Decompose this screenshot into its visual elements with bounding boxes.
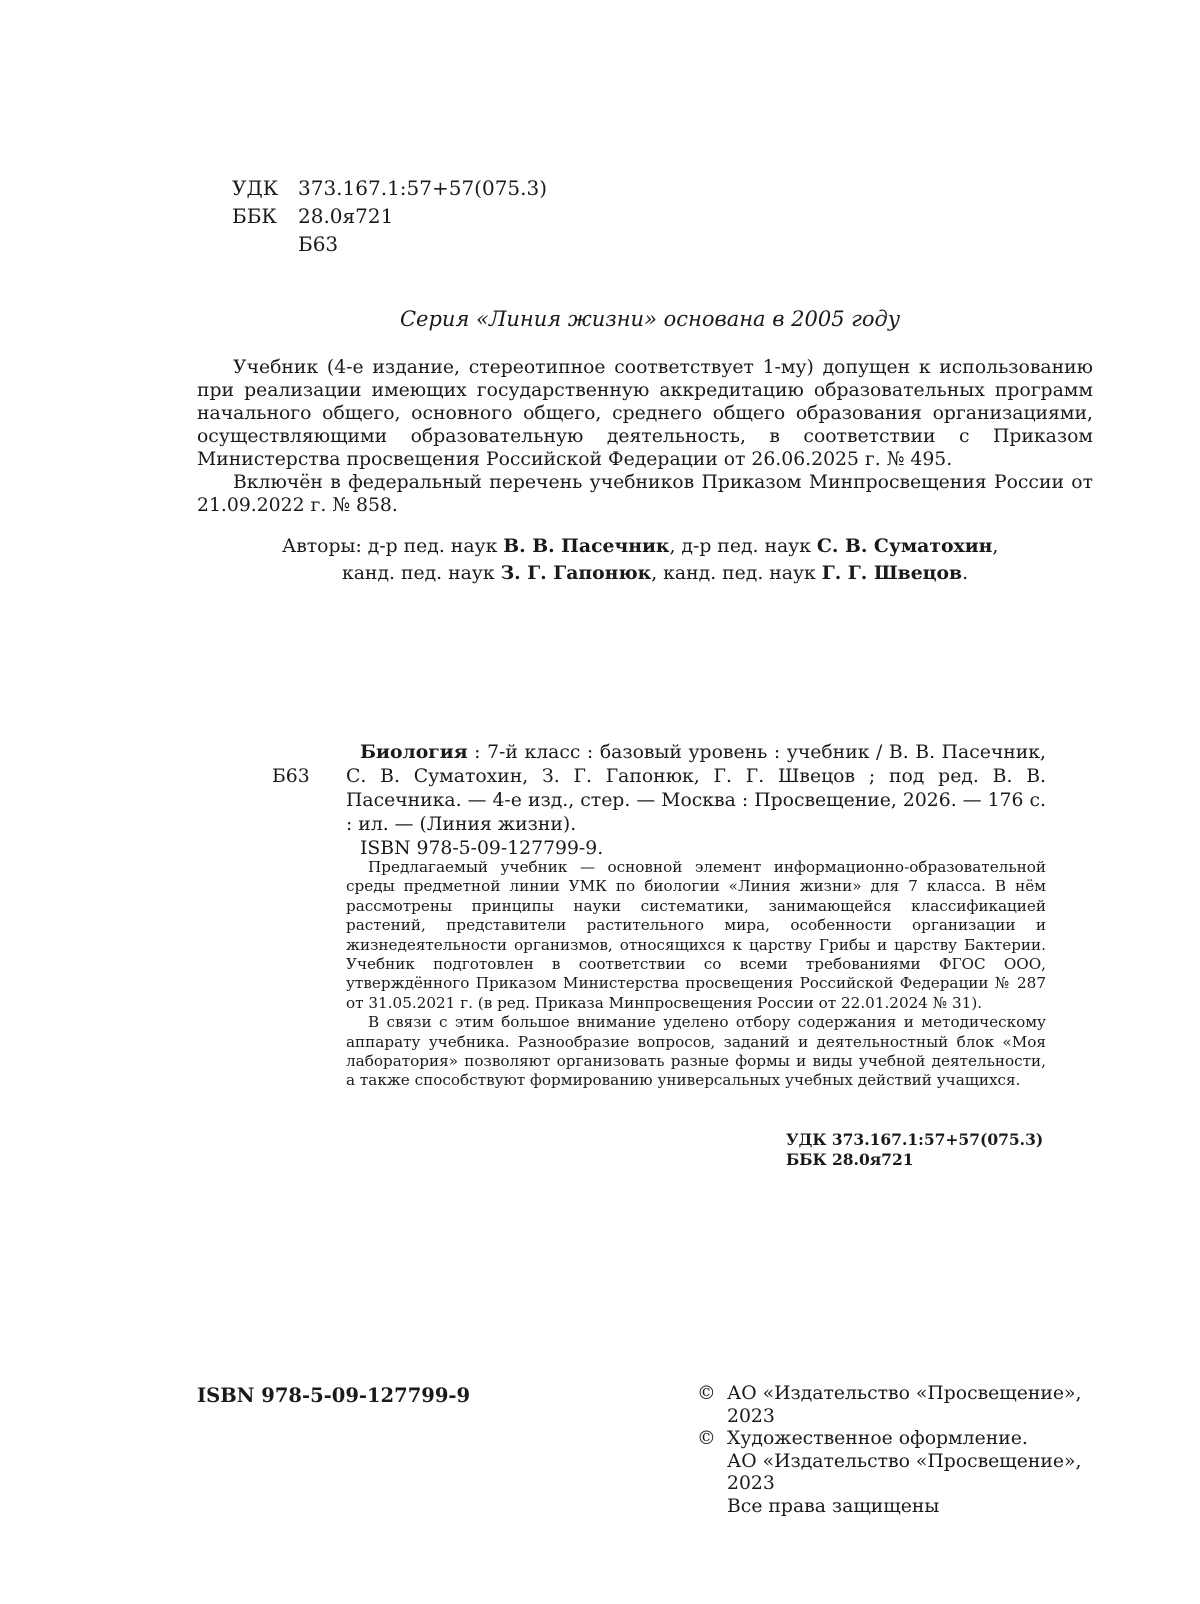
copyright-row: © АО «Издательство «Просвещение», 2023	[697, 1383, 1082, 1427]
bib-description: Биология : 7-й класс : базовый уровень : учебник / В. В. Пасечник, С. В. Суматохин, З. Г. Гапонюк, Г. Г. Швецов ; под ред. В. В. Пасечника. — 4-е изд., стер. — Москва : Просвещение, 2026. — 176 с. : ил. — (Линия жизни).	[346, 741, 1046, 835]
udk-row	[232, 174, 547, 202]
classification-codes-small	[786, 1130, 1043, 1170]
bib-title: Биология	[360, 741, 468, 763]
author-name: Г. Г. Швецов	[821, 562, 963, 584]
abstract-paragraph: Предлагаемый учебник — основной элемент информационно-образовательной среды предметной линии УМК по биологии «Линия жизни» для 7 класса. В нём рассмотрены принципы науки систематики, занимающейся классификацией растений, представители растительного мира, особенности организации и жизнедеятельности организмов, относящихся к царству Грибы и царству Бактерии. Учебник подготовлен в соответствии со всеми требованиями ФГОС ООО, утверждённого Приказом Министерства просвещения Российской Федерации № 287 от 31.05.2021 г. (в ред. Приказа Минпросвещения России от 22.01.2024 № 31).	[346, 858, 1046, 1012]
bib-index: Б63	[272, 766, 310, 787]
bbk-code-small: ББК 28.0я721	[786, 1150, 914, 1169]
authors-line-2: канд. пед. наук З. Г. Гапонюк, канд. пед. наук Г. Г. Швецов.	[342, 562, 969, 584]
series-line: Серия «Линия жизни» основана в 2005 году	[399, 307, 901, 331]
bbk-value: 28.0я721	[298, 204, 394, 228]
approval-paragraph: Учебник (4-е издание, стереотипное соответствует 1-му) допущен к использованию при реализации имеющих государственную аккредитацию образовательных программ начального общего, основного общего, среднего общего образования организациями, осуществляющими образовательную деятельность, в соответствии с Приказом Министерства просвещения Российской Федерации от 26.06.2025 г. № 495.	[197, 357, 1093, 470]
author-name: С. В. Суматохин	[816, 535, 993, 557]
udk-label: УДК	[232, 176, 279, 200]
copyright-icon: ©	[697, 1383, 716, 1404]
rights-reserved: Все права защищены	[727, 1495, 940, 1517]
copyright-icon: ©	[697, 1428, 716, 1449]
copyright-block	[697, 1383, 1117, 1518]
copyright-row: © Художественное оформление.	[697, 1428, 1028, 1449]
bibliographic-record	[346, 740, 1046, 861]
approval-text	[197, 356, 1093, 517]
bbk-row	[232, 202, 547, 230]
isbn-main: ISBN 978-5-09-127799-9	[197, 1384, 471, 1407]
abstract	[346, 858, 1046, 1091]
authors-block	[282, 533, 1042, 587]
authors-line-1: Авторы: д-р пед. наук В. В. Пасечник, д-р пед. наук С. В. Суматохин,	[282, 535, 999, 557]
author-mark-row	[232, 230, 547, 258]
udk-code-small: УДК 373.167.1:57+57(075.3)	[786, 1130, 1044, 1149]
bib-isbn: ISBN 978-5-09-127799-9.	[360, 838, 604, 859]
classification-codes	[232, 174, 547, 258]
udk-value: 373.167.1:57+57(075.3)	[298, 176, 548, 200]
author-mark: Б63	[298, 232, 339, 256]
copyright-design-holder: АО «Издательство «Просвещение», 2023	[727, 1450, 1082, 1494]
federal-list-paragraph: Включён в федеральный перечень учебников Приказом Минпросвещения России от 21.09.2022 г. № 858.	[197, 472, 1093, 516]
author-name: З. Г. Гапонюк	[500, 562, 652, 584]
author-name: В. В. Пасечник	[503, 535, 670, 557]
abstract-paragraph: В связи с этим большое внимание уделено отбору содержания и методическому аппарату учебника. Разнообразие вопросов, заданий и деятельностный блок «Моя лаборатория» позволяют организовать разные формы и виды учебной деятельности, а также способствуют формированию универсальных учебных действий учащихся.	[346, 1013, 1046, 1090]
bbk-label: ББК	[232, 204, 277, 228]
